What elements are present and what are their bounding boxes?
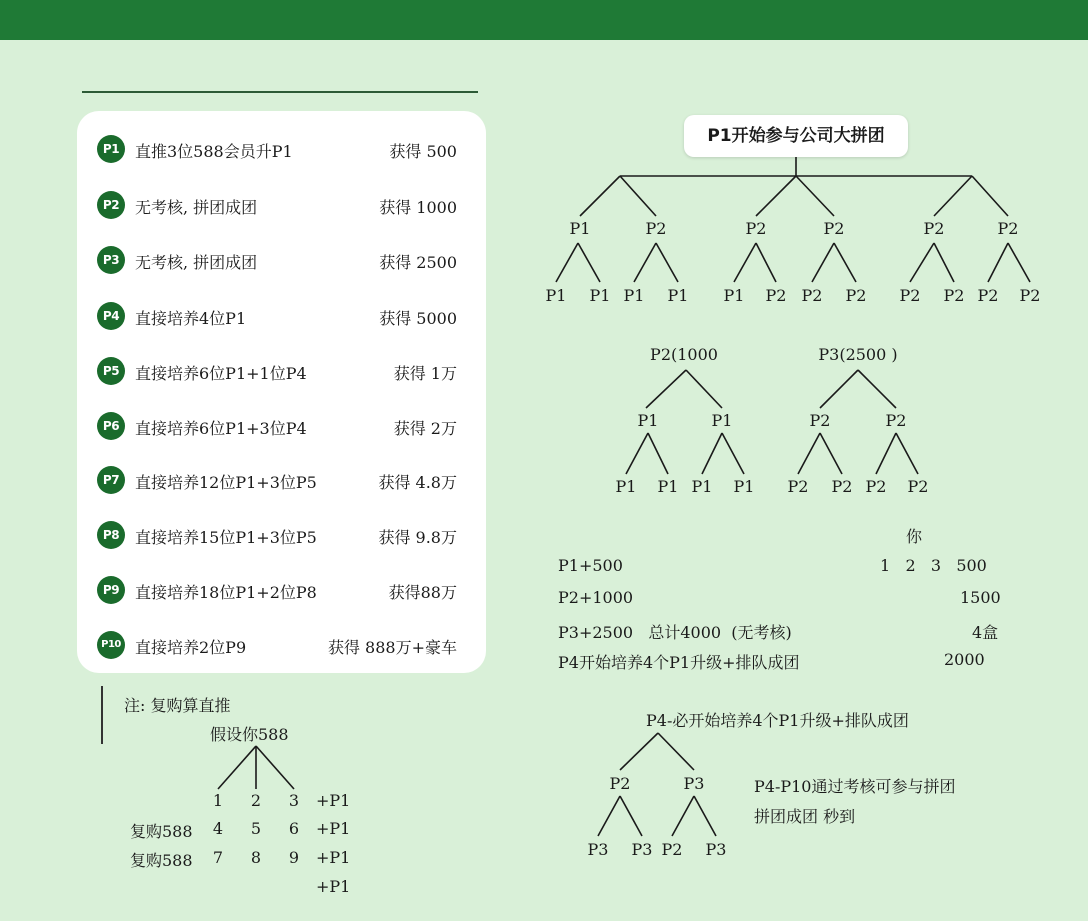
note-suffix: +P1 xyxy=(316,819,351,838)
level-reward: 获得 888万+豪车 xyxy=(327,638,457,657)
level-badge: P6 xyxy=(97,412,125,440)
level-requirement: 无考核, 拼团成团 xyxy=(135,253,258,272)
tree-node: P2 xyxy=(907,477,929,496)
tree-node: P1 xyxy=(691,477,713,496)
level-badge: P5 xyxy=(97,357,125,385)
note-label: 注: 复购算直推 xyxy=(124,696,231,715)
level-badge: P7 xyxy=(97,466,125,494)
table-row-left: P3+2500 总计4000 (无考核) xyxy=(558,623,792,642)
tree-node: P2 xyxy=(845,286,867,305)
tree-node: P1 xyxy=(733,477,755,496)
note-num: 8 xyxy=(250,848,262,867)
tree1-title: P1开始参与公司大拼团 xyxy=(684,115,908,157)
level-badge: P8 xyxy=(97,521,125,549)
tree-node: P1 xyxy=(711,411,733,430)
note-num: 1 xyxy=(212,791,224,810)
note-prefix: 复购588 xyxy=(130,851,193,870)
note-suffix: +P1 xyxy=(316,791,351,810)
tree-node: P3 xyxy=(683,774,705,793)
tree-node: P1 xyxy=(623,286,645,305)
level-reward: 获得 2万 xyxy=(393,419,457,438)
tree-node: P2 xyxy=(809,411,831,430)
tree-node: P2 xyxy=(609,774,631,793)
tree-node: P2 xyxy=(1019,286,1041,305)
tree-node: P2 xyxy=(661,840,683,859)
level-reward: 获得 5000 xyxy=(379,309,457,328)
level-reward: 获得 2500 xyxy=(379,253,457,272)
tree-node: P2 xyxy=(943,286,965,305)
tree-node: P2 xyxy=(899,286,921,305)
tree-node: P3 xyxy=(631,840,653,859)
level-reward: 获得 1000 xyxy=(379,198,457,217)
level-requirement: 直接培养15位P1+3位P5 xyxy=(135,528,317,547)
level-reward: 获得 4.8万 xyxy=(378,473,457,492)
tree-node: P2 xyxy=(801,286,823,305)
tree-node: P2 xyxy=(885,411,907,430)
note-suffix: +P1 xyxy=(316,877,351,896)
note-num: 6 xyxy=(288,819,300,838)
note-num: 7 xyxy=(212,848,224,867)
tree-node: P2 xyxy=(745,219,767,238)
note-prefix: 复购588 xyxy=(130,822,193,841)
tree-node: P2 xyxy=(787,477,809,496)
tree-node: P2 xyxy=(645,219,667,238)
tree-node: P2 xyxy=(997,219,1019,238)
tree-node: P2 xyxy=(831,477,853,496)
note-num: 9 xyxy=(288,848,300,867)
level-requirement: 直接培养6位P1+3位P4 xyxy=(135,419,307,438)
tree-node: P1 xyxy=(545,286,567,305)
table-row-right: 2000 xyxy=(944,650,985,669)
level-requirement: 直接培养12位P1+3位P5 xyxy=(135,473,317,492)
note-num: 2 xyxy=(250,791,262,810)
level-requirement: 无考核, 拼团成团 xyxy=(135,198,258,217)
level-reward: 获得 1万 xyxy=(393,364,457,383)
tree-node: P2 xyxy=(765,286,787,305)
tree-node: P2 xyxy=(923,219,945,238)
tree-node: P1 xyxy=(723,286,745,305)
level-badge: P2 xyxy=(97,191,125,219)
table-row-left: P2+1000 xyxy=(558,588,634,607)
level-badge: P3 xyxy=(97,246,125,274)
side-note: 拼团成团 秒到 xyxy=(754,807,856,826)
table-row-left: P4开始培养4个P1升级+排队成团 xyxy=(558,653,800,672)
tree-node: P1 xyxy=(657,477,679,496)
tree-node: P1 xyxy=(637,411,659,430)
tree-node: P1 xyxy=(569,219,591,238)
table-row-right: 1500 xyxy=(960,588,1001,607)
level-reward: 获得 500 xyxy=(389,142,457,161)
tree-root: P4-必开始培养4个P1升级+排队成团 xyxy=(646,711,909,730)
tree-root: P2(1000 xyxy=(650,345,718,364)
note-suffix: +P1 xyxy=(316,848,351,867)
note-num: 4 xyxy=(212,819,224,838)
level-badge: P9 xyxy=(97,576,125,604)
level-requirement: 直接培养18位P1+2位P8 xyxy=(135,583,317,602)
level-badge: P10 xyxy=(97,631,125,659)
tree-node: P1 xyxy=(667,286,689,305)
level-requirement: 直接培养2位P9 xyxy=(135,638,247,657)
level-requirement: 直推3位588会员升P1 xyxy=(135,142,293,161)
note-num: 3 xyxy=(288,791,300,810)
note-assume: 假设你588 xyxy=(210,725,289,744)
level-badge: P1 xyxy=(97,135,125,163)
level-requirement: 直接培养4位P1 xyxy=(135,309,247,328)
tree-root: P3(2500 ) xyxy=(818,345,898,364)
tree-node: P2 xyxy=(823,219,845,238)
table-row-right: 4盒 xyxy=(972,623,999,642)
note-num: 5 xyxy=(250,819,262,838)
level-requirement: 直接培养6位P1+1位P4 xyxy=(135,364,307,383)
tree-node: P3 xyxy=(587,840,609,859)
tree-node: P2 xyxy=(865,477,887,496)
tree-node: P2 xyxy=(977,286,999,305)
you-label: 你 xyxy=(906,527,923,546)
note-bar xyxy=(101,686,103,744)
level-badge: P4 xyxy=(97,302,125,330)
level-reward: 获得 9.8万 xyxy=(378,528,457,547)
tree-node: P1 xyxy=(615,477,637,496)
side-note: P4-P10通过考核可参与拼团 xyxy=(754,777,956,796)
level-reward: 获得88万 xyxy=(388,583,457,602)
tree-node: P1 xyxy=(589,286,611,305)
tree-node: P3 xyxy=(705,840,727,859)
table-row-left: P1+500 xyxy=(558,556,623,575)
table-row-right: 1 2 3 500 xyxy=(880,556,987,575)
